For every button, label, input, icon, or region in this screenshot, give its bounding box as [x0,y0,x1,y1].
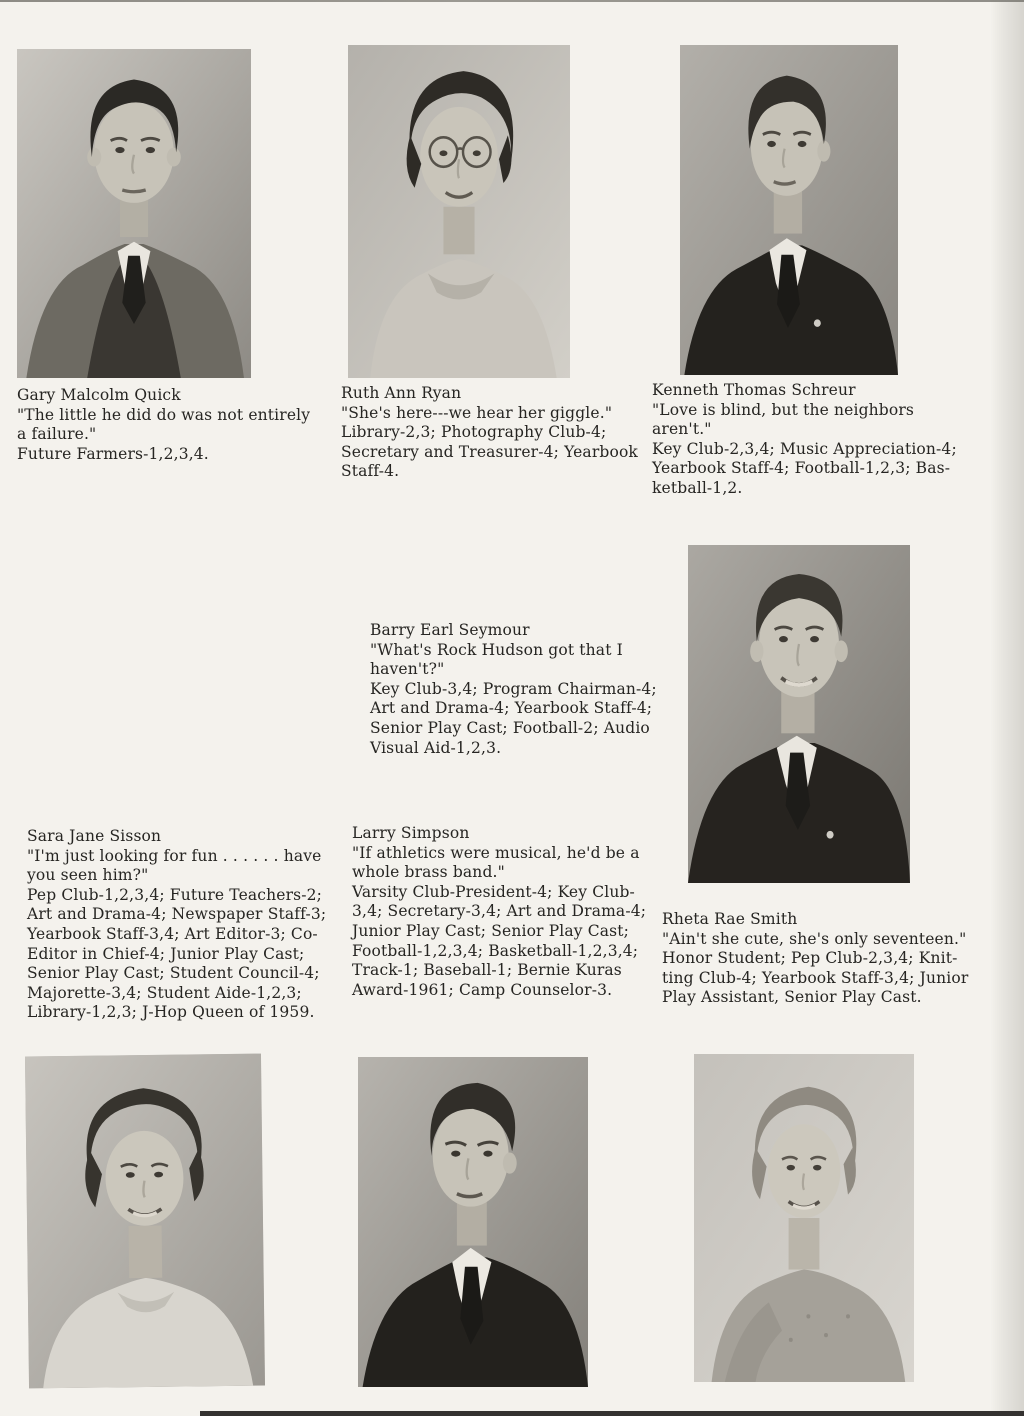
student-entry-barry-earl-seymour [370,621,657,758]
entry-text-line: "The little he did do was not entirely [17,405,311,424]
entry-text-line: Key Club-3,4; Program Chairman-4; [370,679,657,698]
entry-text-line: Yearbook Staff-3,4; Art Editor-3; Co- [27,924,318,943]
entry-text-line: Senior Play Cast; Student Council-4; [27,964,320,983]
entry-text-line: Future Farmers-1,2,3,4. [17,444,209,463]
student-name: Gary Malcolm Quick [17,386,181,404]
portrait-illustration [694,1054,914,1382]
portrait-illustration [25,1054,265,1389]
entry-text-line: Art and Drama-4; Newspaper Staff-3; [27,905,327,924]
portrait-photo-gary-malcolm-quick [17,49,251,378]
entry-text-line: "She's here---we hear her giggle." [341,403,613,422]
student-entry-larry-simpson [352,824,646,1000]
entry-text-line: "What's Rock Hudson got that I [370,640,623,659]
entry-text-line: Visual Aid-1,2,3. [370,738,502,757]
portrait-photo-ruth-ann-ryan [348,45,570,378]
student-entry-rheta-rae-smith [662,910,968,1008]
entry-text-line: "I'm just looking for fun . . . . . . have [27,846,322,865]
entry-text-line: you seen him?" [27,866,149,885]
student-entry-ruth-ann-ryan [341,384,638,482]
entry-text-line: "Ain't she cute, she's only seventeen." [662,929,967,948]
entry-text-line: Library-2,3; Photography Club-4; [341,423,607,442]
portrait-photo-barry-earl-seymour [688,545,910,883]
entry-text-line: ketball-1,2. [652,478,743,497]
portrait-photo-sara-jane-sisson [25,1054,265,1389]
entry-text-line: Art and Drama-4; Yearbook Staff-4; [370,699,653,718]
student-name: Ruth Ann Ryan [341,384,462,402]
entry-text-line: Junior Play Cast; Senior Play Cast; [352,921,630,940]
entry-text-line: whole brass band." [352,863,505,882]
portrait-illustration [348,45,570,378]
entry-text-line: haven't?" [370,660,445,679]
entry-text-line: Award-1961; Camp Counselor-3. [352,980,613,999]
student-name: Larry Simpson [352,824,470,842]
entry-text-line: Play Assistant, Senior Play Cast. [662,988,922,1007]
top-page-edge-line [0,0,1024,2]
entry-text-line: Secretary and Treasurer-4; Yearbook [341,442,638,461]
entry-text-line: Staff-4. [341,462,400,481]
entry-text-line: Yearbook Staff-4; Football-1,2,3; Bas- [652,459,951,478]
student-name: Rheta Rae Smith [662,910,798,928]
entry-text-line: Varsity Club-President-4; Key Club- [352,882,635,901]
portrait-photo-kenneth-thomas-schreur [680,45,898,375]
portrait-illustration [680,45,898,375]
portrait-photo-larry-simpson [358,1057,588,1387]
student-name: Sara Jane Sisson [27,827,162,845]
entry-text-line: "Love is blind, but the neighbors [652,400,915,419]
entry-text-line: Track-1; Baseball-1; Bernie Kuras [352,961,622,980]
student-entry-kenneth-thomas-schreur [652,381,957,499]
portrait-illustration [688,545,910,883]
student-name: Kenneth Thomas Schreur [652,381,856,399]
entry-text-line: "If athletics were musical, he'd be a [352,843,640,862]
portrait-illustration [17,49,251,378]
portrait-illustration [358,1057,588,1387]
entry-text-line: Key Club-2,3,4; Music Appreciation-4; [652,439,957,458]
entry-text-line: a failure." [17,425,97,444]
right-page-edge-shadow [990,0,1024,1416]
entry-text-line: aren't." [652,420,712,439]
student-entry-gary-malcolm-quick [17,386,310,464]
entry-text-line: Honor Student; Pep Club-2,3,4; Knit- [662,949,958,968]
entry-text-line: ting Club-4; Yearbook Staff-3,4; Junior [662,968,969,987]
portrait-photo-rheta-rae-smith [694,1054,914,1382]
bottom-page-edge-band [200,1411,1024,1416]
entry-text-line: Library-1,2,3; J-Hop Queen of 1959. [27,1003,315,1022]
entry-text-line: Senior Play Cast; Football-2; Audio [370,718,650,737]
entry-text-line: Football-1,2,3,4; Basketball-1,2,3,4; [352,941,639,960]
student-entry-sara-jane-sisson [27,827,326,1023]
student-name: Barry Earl Seymour [370,621,530,639]
entry-text-line: Pep Club-1,2,3,4; Future Teachers-2; [27,885,323,904]
entry-text-line: Editor in Chief-4; Junior Play Cast; [27,944,305,963]
entry-text-line: 3,4; Secretary-3,4; Art and Drama-4; [352,902,647,921]
entry-text-line: Majorette-3,4; Student Aide-1,2,3; [27,983,302,1002]
